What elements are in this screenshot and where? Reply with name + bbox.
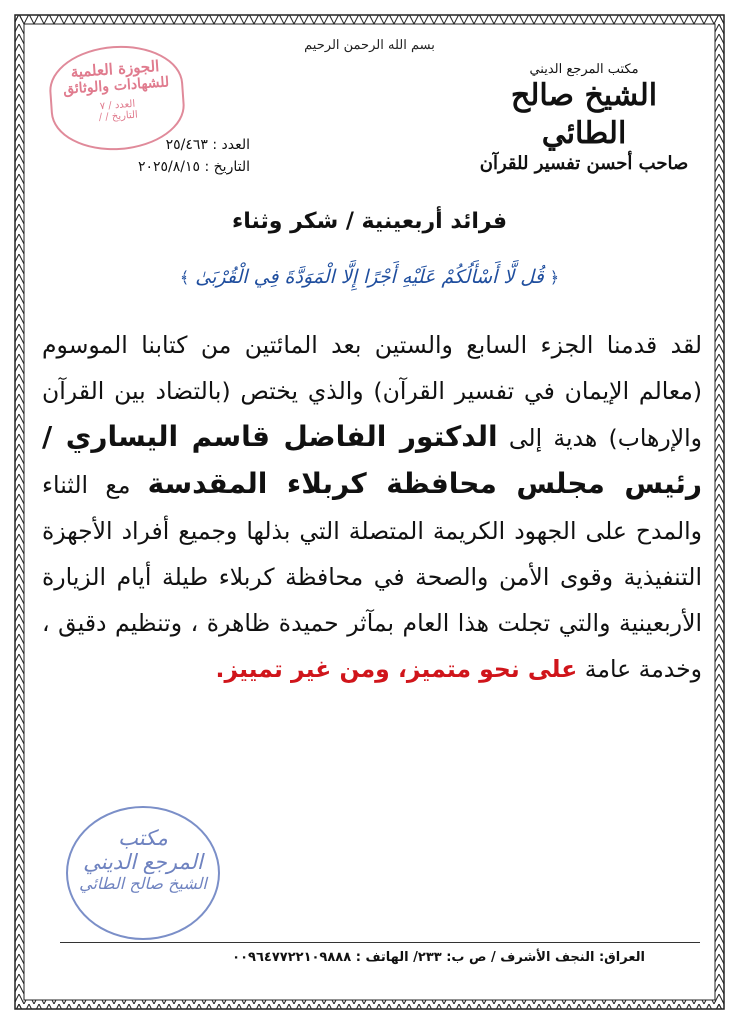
stamp-top-line2: للشهادات والوثائق bbox=[62, 74, 170, 98]
document-title: فرائد أربعينية / شكر وثناء bbox=[232, 209, 507, 234]
quran-verse bbox=[0, 266, 739, 288]
office-subtitle: صاحب أحسن تفسير للقرآن bbox=[479, 153, 689, 174]
stamp-top-number: العدد / ٧ bbox=[99, 98, 136, 113]
letter-body bbox=[42, 322, 702, 692]
seal-line2: المرجع الديني bbox=[83, 850, 203, 874]
seal-line3: الشيخ صالح الطائي bbox=[79, 874, 207, 893]
body-praise: مع الثناء والمدح على الجهود الكريمة المتصلة التي بذلها وجميع أفراد الأجهزة التنفيذية وقوى الأمن والصحة في محافظة كربلاء طيلة أيام الزيارة الأربعينية والتي تجلت هذا العام بمآثر حميدة ظاهرة ، وتنظيم دقيق ، وخدمة عامة bbox=[42, 471, 702, 683]
reference-date: التاريخ : ٢٠٢٥/٨/١٥ bbox=[137, 159, 250, 175]
office-name: الشيخ صالح الطائي bbox=[510, 78, 658, 151]
footer-address: العراق: النجف الأشرف / ص ب: ٢٣٣/ الهاتف : ٠٠٩٦٤٧٧٢٢١٠٩٨٨٨ bbox=[232, 950, 645, 965]
office-title: مكتب المرجع الديني bbox=[529, 62, 639, 77]
body-highlight: على نحو متميز، ومن غير تمييز. bbox=[215, 655, 578, 683]
stamp-top-line1: الجوزة العلمية bbox=[70, 56, 160, 82]
seal-line1: مكتب bbox=[118, 826, 168, 850]
verse-text: قُل لَّا أَسْأَلُكُمْ عَلَيْهِ أَجْرًا إِلَّا الْمَوَدَّةَ فِي الْقُرْبَىٰ bbox=[195, 266, 544, 288]
reference-number: العدد : ٢٥/٤٦٣ bbox=[165, 137, 250, 153]
office-letterhead bbox=[469, 62, 699, 174]
verse-open-bracket: ﴿ bbox=[549, 268, 560, 287]
office-seal bbox=[66, 806, 220, 940]
reference-block bbox=[110, 134, 250, 178]
bismillah: بسم الله الرحمن الرحيم bbox=[304, 38, 435, 53]
body-intro: لقد قدمنا الجزء السابع والستين بعد المائتين من كتابنا الموسوم (معالم الإيمان في تفسير القرآن) والذي يختص (بالتضاد بين القرآن والإرهاب) هدية إلى bbox=[42, 331, 702, 452]
footer-divider bbox=[60, 942, 700, 943]
stamp-top-date: التاريخ / / bbox=[98, 109, 139, 124]
recipient-name: الدكتور الفاضل قاسم اليساري / رئيس مجلس محافظة كربلاء المقدسة bbox=[42, 420, 703, 500]
verse-close-bracket: ﴾ bbox=[179, 268, 190, 287]
